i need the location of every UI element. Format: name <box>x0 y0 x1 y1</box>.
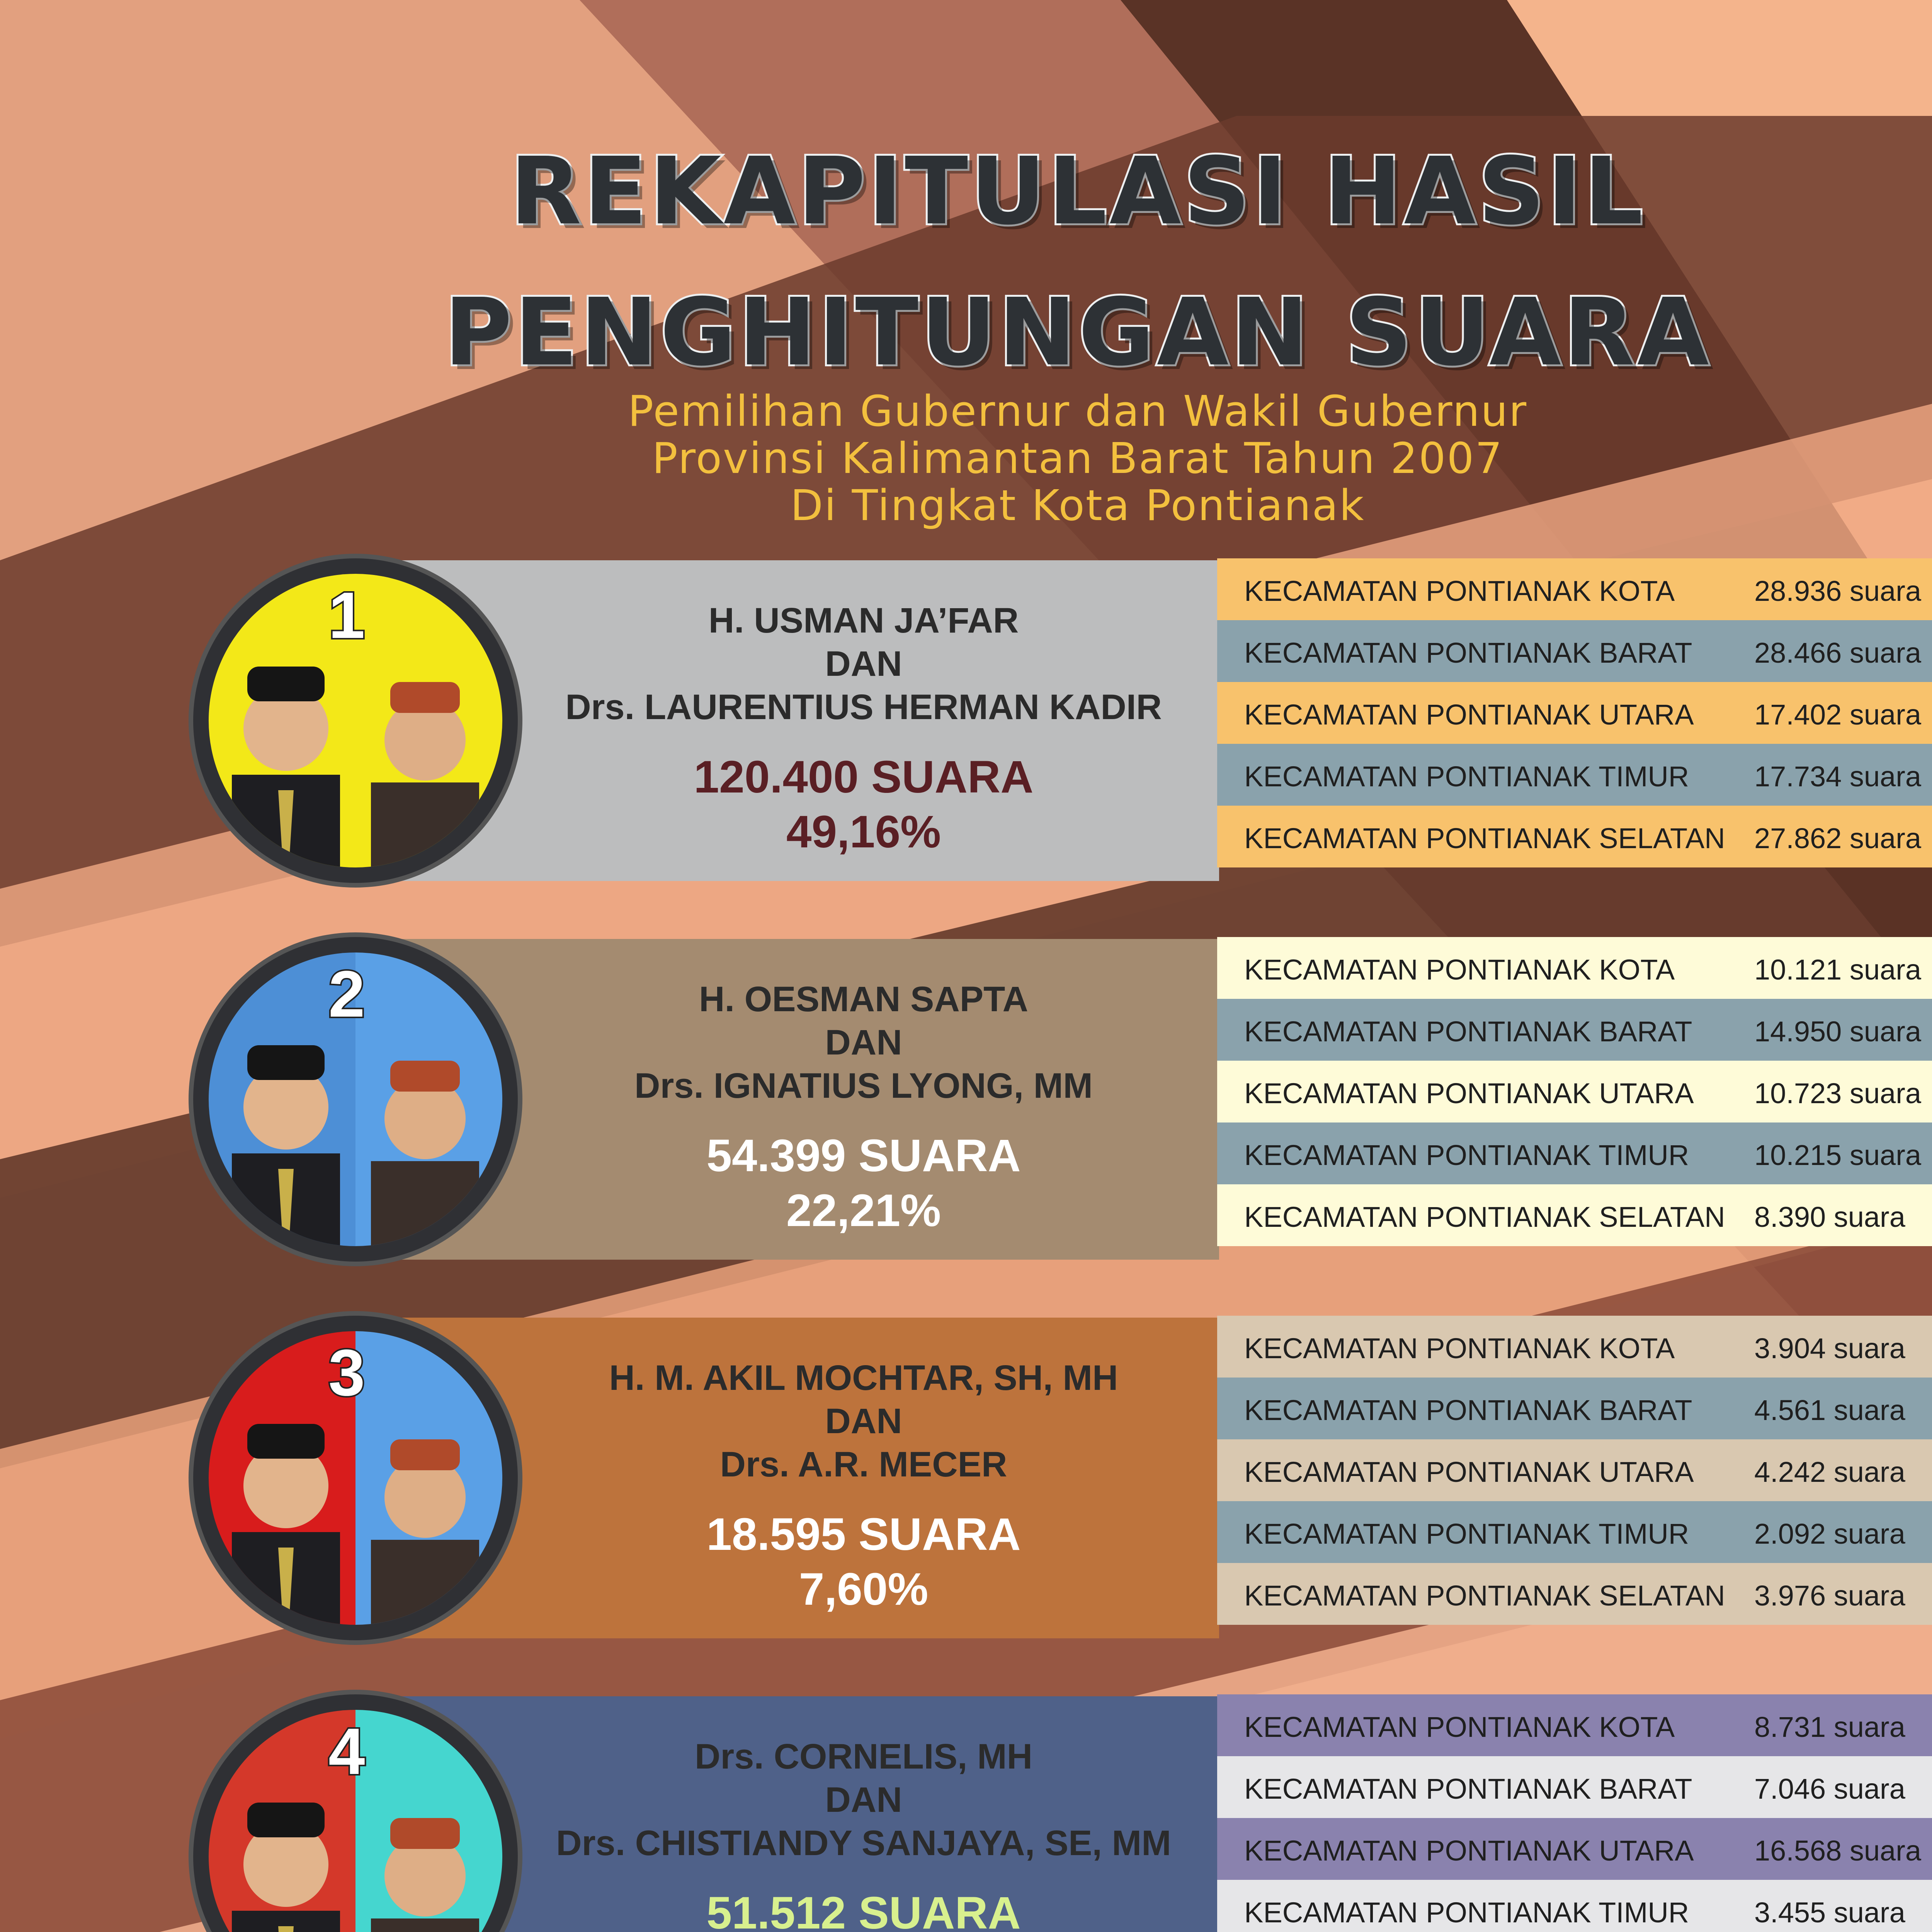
district-row <box>1217 1439 1932 1501</box>
district-votes: 14.950 suara <box>1754 1015 1922 1048</box>
district-row <box>1217 1184 1932 1246</box>
candidate-name-1: H. USMAN JA’FAR <box>708 601 1019 640</box>
district-row <box>1217 682 1932 744</box>
candidate-name-1: H. OESMAN SAPTA <box>699 980 1028 1019</box>
district-votes: 28.466 suara <box>1754 637 1922 669</box>
candidate-percentage: 7,60% <box>799 1564 929 1615</box>
candidate-connector: DAN <box>825 1401 902 1441</box>
district-name: KECAMATAN PONTIANAK TIMUR <box>1244 1139 1689 1171</box>
district-results-table <box>1217 558 1932 867</box>
district-row <box>1217 1061 1932 1122</box>
district-name: KECAMATAN PONTIANAK BARAT <box>1244 637 1692 669</box>
district-row <box>1217 1378 1932 1439</box>
candidate-total-votes: 18.595 SUARA <box>706 1509 1021 1560</box>
district-row <box>1217 1563 1932 1625</box>
district-name: KECAMATAN PONTIANAK KOTA <box>1244 954 1675 986</box>
candidate-number: 3 <box>328 1336 365 1410</box>
district-row <box>1217 1501 1932 1563</box>
candidate-percentage: 22,21% <box>786 1185 941 1236</box>
district-votes: 10.215 suara <box>1754 1139 1922 1171</box>
district-name: KECAMATAN PONTIANAK UTARA <box>1244 1456 1694 1488</box>
district-votes: 17.734 suara <box>1754 760 1922 793</box>
district-row <box>1217 558 1932 620</box>
district-votes: 8.731 suara <box>1754 1711 1905 1743</box>
district-votes: 4.561 suara <box>1754 1394 1905 1426</box>
subtitle-line-1: Pemilihan Gubernur dan Wakil Gubernur <box>628 386 1528 436</box>
candidate-name-1: H. M. AKIL MOCHTAR, SH, MH <box>609 1358 1118 1398</box>
district-name: KECAMATAN PONTIANAK TIMUR <box>1244 1518 1689 1550</box>
district-name: KECAMATAN PONTIANAK SELATAN <box>1244 1580 1725 1612</box>
candidate-number: 1 <box>328 579 365 652</box>
district-row <box>1217 1818 1932 1880</box>
candidate-name-2: Drs. IGNATIUS LYONG, MM <box>634 1066 1093 1105</box>
district-row <box>1217 937 1932 999</box>
district-name: KECAMATAN PONTIANAK UTARA <box>1244 699 1694 731</box>
district-votes: 2.092 suara <box>1754 1518 1905 1550</box>
candidate-connector: DAN <box>825 1780 902 1820</box>
district-name: KECAMATAN PONTIANAK SELATAN <box>1244 1201 1725 1233</box>
candidate-connector: DAN <box>825 1023 902 1062</box>
district-votes: 3.904 suara <box>1754 1332 1905 1364</box>
district-name: KECAMATAN PONTIANAK SELATAN <box>1244 822 1725 854</box>
district-votes: 7.046 suara <box>1754 1773 1905 1805</box>
candidate-name-2: Drs. LAURENTIUS HERMAN KADIR <box>565 687 1162 727</box>
district-votes: 16.568 suara <box>1754 1835 1922 1867</box>
district-name: KECAMATAN PONTIANAK TIMUR <box>1244 1896 1689 1929</box>
district-row <box>1217 1316 1932 1378</box>
district-name: KECAMATAN PONTIANAK BARAT <box>1244 1015 1692 1048</box>
subtitle-line-3: Di Tingkat Kota Pontianak <box>790 481 1365 530</box>
title-line-2: PENGHITUNGAN SUARA <box>444 278 1711 386</box>
candidate-total-votes: 51.512 SUARA <box>706 1888 1021 1932</box>
candidate-number: 2 <box>328 957 365 1031</box>
district-votes: 10.723 suara <box>1754 1077 1922 1109</box>
candidate-total-votes: 120.400 SUARA <box>694 752 1034 803</box>
title-line-1: REKAPITULASI HASIL <box>510 137 1646 245</box>
candidate-name-1: Drs. CORNELIS, MH <box>694 1737 1033 1776</box>
district-row <box>1217 1122 1932 1184</box>
district-votes: 27.862 suara <box>1754 822 1922 854</box>
subtitle-line-2: Provinsi Kalimantan Barat Tahun 2007 <box>652 434 1503 483</box>
district-votes: 17.402 suara <box>1754 699 1922 731</box>
candidate-connector: DAN <box>825 644 902 684</box>
district-name: KECAMATAN PONTIANAK KOTA <box>1244 1332 1675 1364</box>
district-row <box>1217 1756 1932 1818</box>
district-votes: 10.121 suara <box>1754 954 1922 986</box>
district-name: KECAMATAN PONTIANAK KOTA <box>1244 1711 1675 1743</box>
district-name: KECAMATAN PONTIANAK TIMUR <box>1244 760 1689 793</box>
district-row <box>1217 1880 1932 1932</box>
district-row <box>1217 1694 1932 1756</box>
candidate-number: 4 <box>328 1715 365 1788</box>
candidate-name-2: Drs. A.R. MECER <box>720 1445 1007 1484</box>
candidate-total-votes: 54.399 SUARA <box>706 1130 1021 1181</box>
district-row <box>1217 744 1932 806</box>
district-row <box>1217 999 1932 1061</box>
district-name: KECAMATAN PONTIANAK UTARA <box>1244 1835 1694 1867</box>
district-votes: 3.455 suara <box>1754 1896 1905 1929</box>
district-votes: 28.936 suara <box>1754 575 1922 607</box>
district-results-table <box>1217 1316 1932 1625</box>
district-results-table <box>1217 937 1932 1246</box>
district-name: KECAMATAN PONTIANAK KOTA <box>1244 575 1675 607</box>
district-row <box>1217 806 1932 867</box>
district-row <box>1217 620 1932 682</box>
district-votes: 8.390 suara <box>1754 1201 1905 1233</box>
district-votes: 3.976 suara <box>1754 1580 1905 1612</box>
district-name: KECAMATAN PONTIANAK BARAT <box>1244 1773 1692 1805</box>
district-name: KECAMATAN PONTIANAK BARAT <box>1244 1394 1692 1426</box>
district-votes: 4.242 suara <box>1754 1456 1905 1488</box>
candidate-percentage: 49,16% <box>786 806 941 857</box>
district-name: KECAMATAN PONTIANAK UTARA <box>1244 1077 1694 1109</box>
candidate-name-2: Drs. CHISTIANDY SANJAYA, SE, MM <box>556 1823 1171 1863</box>
district-results-table <box>1217 1694 1932 1932</box>
